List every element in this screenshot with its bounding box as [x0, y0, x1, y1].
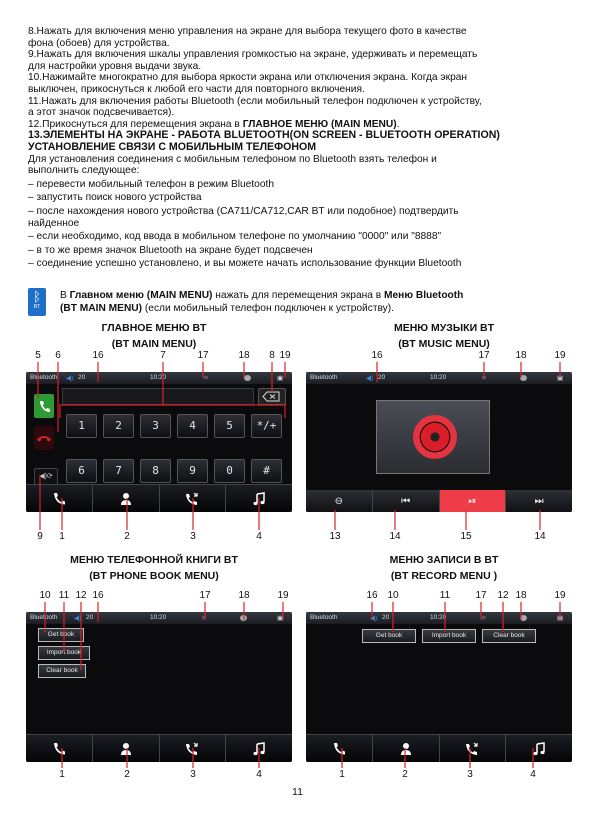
key-7[interactable]: 7 — [103, 459, 134, 483]
volume-level: 20 — [86, 614, 94, 621]
music-menu-title: МЕНЮ МУЗЫКИ BT (BT MUSIC MENU) — [393, 322, 495, 350]
bt-main-menu-screen — [26, 372, 292, 512]
import-book-button[interactable]: Import book — [38, 646, 90, 660]
text-line: для настройки уровня выдачи звука. — [28, 60, 202, 72]
section-heading: 13.ЭЛЕМЕНТЫ НА ЭКРАНЕ - РАБОТА BLUETOOTH(ON SCREEN - BLUETOOTH OPERATION) — [28, 129, 500, 142]
callout-number: 19 — [277, 590, 289, 601]
volume-icon[interactable]: ◀) — [370, 615, 378, 622]
play-pause-button[interactable] — [440, 490, 507, 512]
text-line: 9.Нажать для включения шкалы управления громкостью на экране, удерживать и перемещать — [28, 49, 478, 61]
key-hash[interactable]: # — [251, 459, 282, 483]
key-8[interactable]: 8 — [140, 459, 171, 483]
hangup-button[interactable] — [34, 426, 54, 450]
wallpaper-icon[interactable]: ▣ — [277, 375, 284, 382]
paragraph: выполнить следующее: — [28, 165, 140, 177]
backspace-button[interactable] — [258, 388, 286, 405]
callout-number: 15 — [460, 531, 472, 542]
phone-icon — [51, 491, 67, 507]
intro-text — [28, 26, 573, 270]
call-button[interactable] — [34, 394, 54, 418]
bullet: – соединение успешно установлено, и вы можете начать использование функции Bluetooth — [28, 258, 462, 270]
bullet: найденное — [28, 217, 80, 229]
hangup-icon — [34, 426, 54, 450]
music-controls — [306, 490, 572, 512]
bt-nav-bar — [306, 734, 572, 762]
nav-record-button[interactable] — [440, 735, 507, 762]
callout-number: 2 — [124, 769, 130, 780]
import-book-button[interactable]: Import book — [422, 629, 476, 643]
volume-level: 20 — [378, 374, 386, 381]
callout-number: 3 — [190, 769, 196, 780]
status-bar — [306, 612, 572, 624]
callout-number: 1 — [339, 769, 345, 780]
contact-icon — [118, 491, 134, 507]
volume-level: 20 — [78, 374, 86, 381]
nav-music-button[interactable] — [226, 735, 292, 762]
get-book-button[interactable]: Get book — [362, 629, 416, 643]
callout-number: 18 — [515, 590, 527, 601]
callout-number: 11 — [439, 590, 451, 601]
text-line: фона (обоев) для устройства. — [28, 37, 170, 49]
key-3[interactable]: 3 — [140, 414, 171, 438]
status-app-name: Bluetooth — [30, 374, 58, 381]
back-button[interactable] — [306, 490, 373, 512]
callout-number: 3 — [190, 531, 196, 542]
callout-number: 16 — [92, 590, 104, 601]
music-note-icon — [251, 741, 267, 757]
record-menu-title: МЕНЮ ЗАПИСИ В BT (BT RECORD MENU ) — [389, 554, 499, 582]
callout-number: 19 — [554, 350, 566, 361]
bt-record-menu-screen — [306, 612, 572, 762]
nav-phonebook-button[interactable] — [373, 735, 440, 762]
callout-number: 3 — [467, 769, 473, 780]
brightness-icon[interactable]: ☼ — [203, 374, 209, 381]
brightness-icon[interactable]: ☼ — [201, 614, 207, 621]
callout-number: 18 — [238, 350, 250, 361]
next-icon: ⏭ — [534, 495, 544, 507]
clock: 10:20 — [430, 374, 447, 381]
callout-number: 18 — [238, 590, 250, 601]
call-log-icon — [464, 741, 480, 757]
nav-dial-button[interactable] — [26, 485, 93, 512]
callout-number: 14 — [534, 531, 546, 542]
phone-icon — [331, 741, 347, 757]
callout-number: 5 — [35, 350, 41, 361]
nav-phonebook-button[interactable] — [93, 485, 160, 512]
callout-number: 16 — [92, 350, 104, 361]
music-note-icon — [251, 491, 267, 507]
callout-number: 9 — [37, 531, 43, 542]
callout-number: 19 — [279, 350, 291, 361]
volume-icon[interactable]: ◀) — [66, 375, 74, 382]
backspace-icon — [259, 389, 285, 404]
bt-nav-bar — [26, 484, 292, 512]
bullet: – после нахождения нового устройства (CA711/CA712,CAR BT или подобное) подтвердить — [28, 205, 459, 217]
bluetooth-status-icon[interactable] — [240, 615, 247, 621]
bullet: – в то же время значок Bluetooth на экране будет подсвечен — [28, 244, 313, 256]
get-book-button[interactable]: Get book — [38, 628, 84, 642]
key-star-plus[interactable]: */+ — [251, 414, 282, 438]
nav-record-button[interactable] — [160, 735, 227, 762]
callout-number: 13 — [329, 531, 341, 542]
bt-music-menu-screen — [306, 372, 572, 512]
callout-number: 16 — [366, 590, 378, 601]
bullet: – если необходимо, код ввода в мобильном телефоне по умолчанию "0000" или "8888" — [28, 231, 442, 243]
previous-track-button[interactable] — [373, 490, 440, 512]
bullet: – запустить поиск нового устройства — [28, 192, 202, 204]
nav-phonebook-button[interactable] — [93, 735, 160, 762]
callout-number: 16 — [371, 350, 383, 361]
callout-number: 19 — [554, 590, 566, 601]
bluetooth-status-icon[interactable] — [520, 375, 527, 381]
text-line: выключен, прикоснуться к любой его части для повторного включения. — [28, 83, 365, 95]
bt-nav-bar — [26, 734, 292, 762]
clock: 10:20 — [150, 614, 167, 621]
nav-music-button[interactable] — [506, 735, 572, 762]
nav-record-button[interactable] — [160, 485, 227, 512]
callout-number: 2 — [402, 769, 408, 780]
callout-number: 4 — [256, 769, 262, 780]
callout-number: 12 — [75, 590, 87, 601]
bt-info — [28, 287, 573, 321]
callout-number: 18 — [515, 350, 527, 361]
bluetooth-status-icon[interactable] — [244, 375, 251, 381]
play-pause-icon: ⏯ — [468, 495, 477, 507]
next-track-button[interactable] — [506, 490, 572, 512]
status-app-name: Bluetooth — [310, 374, 338, 381]
music-note-icon — [531, 741, 547, 757]
contact-icon — [118, 741, 134, 757]
text-line-12: 12.Прикоснуться для перемещения экрана в ГЛАВНОЕ МЕНЮ (MAIN MENU). — [28, 118, 400, 130]
wallpaper-icon[interactable]: ▣ — [557, 375, 564, 382]
status-bar — [306, 372, 572, 384]
status-bar — [26, 612, 292, 624]
callout-number: 14 — [389, 531, 401, 542]
callout-number: 10 — [387, 590, 399, 601]
callout-number: 17 — [478, 350, 490, 361]
bluetooth-status-icon[interactable] — [520, 615, 527, 621]
callout-number: 7 — [160, 350, 166, 361]
callout-number: 2 — [124, 531, 130, 542]
brightness-icon[interactable]: ☼ — [481, 374, 487, 381]
callout-number: 1 — [59, 769, 65, 780]
callout-number: 4 — [530, 769, 536, 780]
phone-icon — [51, 741, 67, 757]
nav-dial-button[interactable] — [306, 735, 373, 762]
status-bar — [26, 372, 292, 384]
callout-number: 12 — [497, 590, 509, 601]
callout-number: 1 — [59, 531, 65, 542]
callout-number: 11 — [58, 590, 70, 601]
nav-dial-button[interactable] — [26, 735, 93, 762]
key-4[interactable]: 4 — [177, 414, 208, 438]
previous-icon: ⏮ — [401, 495, 411, 507]
key-5[interactable]: 5 — [214, 414, 245, 438]
callout-number: 17 — [199, 590, 211, 601]
status-app-name: Bluetooth — [310, 614, 338, 621]
section-subheading: УСТАНОВЛЕНИЕ СВЯЗИ С МОБИЛЬНЫМ ТЕЛЕФОНОМ — [28, 140, 317, 153]
wallpaper-icon[interactable]: ▣ — [557, 615, 564, 622]
call-log-icon — [184, 741, 200, 757]
text-line: 10.Нажимайте многократно для выбора яркости экрана или отключения экрана. Когда экран — [28, 72, 468, 84]
clear-book-button[interactable]: Clear book — [38, 664, 86, 678]
main-menu-title: ГЛАВНОЕ МЕНЮ BT (BT MAIN MENU) — [101, 322, 207, 350]
contact-icon — [398, 741, 414, 757]
volume-icon[interactable]: ◀) — [74, 615, 82, 622]
volume-level: 20 — [382, 614, 390, 621]
bt-phonebook-menu-screen — [26, 612, 292, 762]
paragraph: Для установления соединения с мобильным телефоном по Bluetooth взять телефон и — [28, 153, 437, 165]
callout-number: 17 — [475, 590, 487, 601]
text-line: а этот значок подсвечивается). — [28, 107, 175, 119]
bt-info-text: В Главном меню (MAIN MENU) нажать для перемещения экрана в Меню Bluetooth (BT MAIN MENU) (если мобильный телефон подключен к устройству). — [60, 290, 464, 314]
callout-number: 17 — [197, 350, 209, 361]
phone-icon — [34, 394, 54, 418]
disc-icon — [413, 415, 457, 459]
key-9[interactable]: 9 — [177, 459, 208, 483]
dial-input[interactable] — [62, 388, 254, 405]
status-app-name: Bluetooth — [30, 614, 58, 621]
wallpaper-icon[interactable]: ▣ — [277, 615, 284, 622]
callout-number: 4 — [256, 531, 262, 542]
clock: 10:20 — [430, 614, 447, 621]
volume-toggle-button[interactable]: ◀)⟳ — [34, 468, 58, 486]
key-1[interactable]: 1 — [66, 414, 97, 438]
brightness-icon[interactable]: ☼ — [481, 614, 487, 621]
key-2[interactable]: 2 — [103, 414, 134, 438]
clear-book-button[interactable]: Clear book — [482, 629, 536, 643]
callout-number: 6 — [55, 350, 61, 361]
nav-music-button[interactable] — [226, 485, 292, 512]
callout-number: 10 — [39, 590, 51, 601]
key-6[interactable]: 6 — [66, 459, 97, 483]
text-line: 11.Нажать для включения работы Bluetooth (если мобильный телефон подключен к устройству, — [28, 95, 482, 107]
page-number: 11 — [292, 786, 303, 798]
volume-icon[interactable]: ◀) — [366, 375, 374, 382]
clock: 10:20 — [150, 374, 167, 381]
phonebook-menu-title: МЕНЮ ТЕЛЕФОННОЙ КНИГИ BT (BT PHONE BOOK MENU) — [70, 554, 238, 582]
text-line: 8.Нажать для включения меню управления на экране для выбора текущего фото в качестве — [28, 26, 467, 37]
callout-number: 8 — [269, 350, 275, 361]
back-icon: ⊖ — [334, 495, 344, 507]
key-0[interactable]: 0 — [214, 459, 245, 483]
album-art — [376, 400, 490, 474]
bullet: – перевести мобильный телефон в режим Bluetooth — [28, 178, 275, 190]
call-log-icon — [184, 491, 200, 507]
bluetooth-icon: ᛒ BT — [28, 288, 46, 316]
